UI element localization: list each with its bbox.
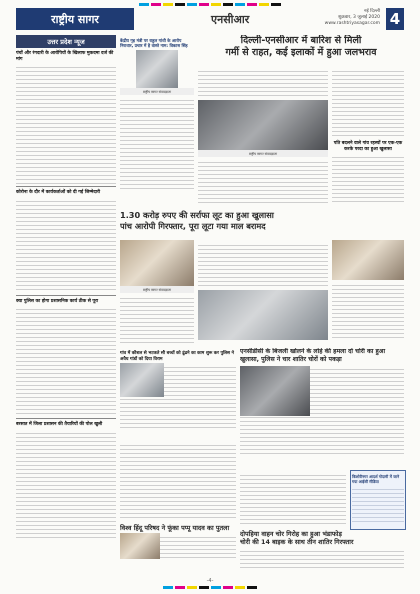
lead-story-headline-block: [198, 35, 404, 63]
bottom-right-headline-line2: चोरी की 14 बाइक के साथ तीन शातिर गिरफ्तार: [240, 538, 354, 546]
center-lower-story: [240, 470, 346, 528]
middle-story-left-photo-block: [120, 240, 194, 345]
top-left-story-photo: [136, 50, 178, 88]
lead-headline-line1: दिल्ली-एनसीआर में बारिश से मिली: [240, 35, 362, 46]
left-story-2-body: [16, 198, 116, 293]
top-left-story-caption: राष्ट्रीय सागर संवाददाता: [120, 88, 194, 95]
right-mid-story: [240, 348, 404, 468]
lead-story-photo: [198, 100, 328, 150]
city-edition-title: एनसीआर: [211, 13, 250, 26]
meta-website: www.rashtriyasagar.com: [324, 21, 380, 26]
lead-headline-line2: गर्मी से राहत, कई इलाकों में हुआ जलभराव: [225, 47, 377, 58]
left-story-4-body: [16, 430, 116, 540]
middle-headline-line1: 1.30 करोड़ रुपए की सर्राफा लूट का हुआ खुलासा: [120, 210, 274, 220]
middle-story-photo-1: [120, 240, 194, 286]
left-mid-story-photo: [120, 363, 164, 397]
bottom-left-story-photo: [120, 533, 160, 559]
lead-story-body-block: [198, 66, 328, 206]
left-story-4-title: बरसात में जिला प्रशासन की तैयारियों की पोल खुली: [16, 422, 103, 428]
left-lower-story: [120, 440, 236, 520]
middle-story-photo-3: [332, 240, 404, 280]
left-story-1-title: पंचों और रंगदारी के आरोपियों के खिलाफ मुकदमा दर्ज की मांग: [16, 51, 114, 62]
middle-story-right-block: [332, 240, 404, 345]
top-left-story-body: [120, 97, 194, 192]
left-story-2-title: कोरोना के दौर में कार्यकर्ताओं को दी गई जिम्मेदारी: [16, 190, 101, 196]
middle-headline-line2: पांच आरोपी गिरफ्तार, पूरा लूटा गया माल बरामद: [120, 221, 266, 231]
middle-story-body-block: [198, 240, 328, 345]
print-registration-strip: [0, 3, 420, 6]
bottom-right-headline-line1: दोपहिया वाहन चोर गिरोह का हुआ भंडाफोड़: [240, 530, 342, 538]
left-mid-story: [120, 348, 236, 436]
lead-story-body: [198, 159, 328, 206]
center-lower-story-body: [240, 472, 346, 526]
masthead: [16, 8, 404, 30]
left-column-header: उत्तर प्रदेश न्यूज: [16, 35, 116, 48]
middle-story-caption: राष्ट्रीय सागर संवाददाता: [120, 286, 194, 293]
right-narrow-story-body: [352, 486, 404, 524]
left-news-column: [16, 35, 116, 570]
meta-location: नई दिल्ली: [364, 9, 380, 14]
right-top-story: [332, 66, 404, 208]
right-mid-story-photo: [240, 366, 310, 416]
bottom-left-story: [120, 524, 236, 570]
middle-story-body-c: [332, 282, 404, 340]
edition-meta: [325, 9, 380, 27]
middle-story-photo-2: [198, 290, 328, 340]
middle-story-headline-block: [120, 210, 404, 238]
bottom-left-story-headline: विश्व हिंदू परिषद ने फूंका पप्पू यादव का पुतला: [120, 524, 230, 532]
bottom-right-story-body: [240, 548, 404, 568]
right-top-story-headline: पति बदलने वाले गांव रहस्यों पर एक-एक करके परदा का हुआ खुलासा: [333, 141, 403, 152]
bottom-right-story: [240, 530, 404, 572]
left-lower-story-body: [120, 442, 236, 518]
left-story-3-body: [16, 306, 116, 416]
print-registration-strip-bottom: [0, 586, 420, 589]
right-narrow-story: [350, 470, 406, 530]
meta-date: शुक्रवार, 3 जुलाई 2020: [338, 15, 380, 20]
right-top-story-body-b: [332, 154, 404, 204]
right-mid-story-headline: एनसीडीसी के बिजली खोलने के लोहे की हमला दो चोरी का हुआ खुलासा, पुलिस ने चार शातिर चोरों को पकड़ा: [240, 348, 386, 363]
section-title: राष्ट्रीय सागर: [16, 8, 134, 30]
page-footer-marker: -4-: [206, 578, 214, 584]
left-story-3-title: क्या पुलिस का होगा प्रशासनिक कार्य ठीक से पूरा: [16, 298, 99, 304]
right-narrow-story-headline: किशोरीनगर आदर्श गोदामी में जाने गया आईसी मीडिया: [352, 474, 400, 484]
right-top-story-body-a: [332, 68, 404, 138]
left-story-1-body: [16, 64, 116, 184]
left-mid-story-headline: गांव में कौशल से भटकते सौ बच्चों को ढूंढने का काम शुरू कर पुलिस ने अवैध गांडों को दिया विराम: [120, 351, 234, 362]
middle-story-body-b: [198, 242, 328, 288]
lead-story-intro: [198, 68, 328, 98]
lead-story-caption: राष्ट्रीय सागर संवाददाता: [198, 150, 328, 157]
page-number: 4: [386, 8, 404, 30]
top-left-story: [120, 35, 194, 200]
top-left-story-headline: केंद्रीय गृह मंत्री पर राहुल गांधी के आरोप निराधार, प्रचार में है वास्ते नाम: विकास सिंह: [120, 38, 188, 49]
middle-story-body-a: [120, 295, 194, 345]
